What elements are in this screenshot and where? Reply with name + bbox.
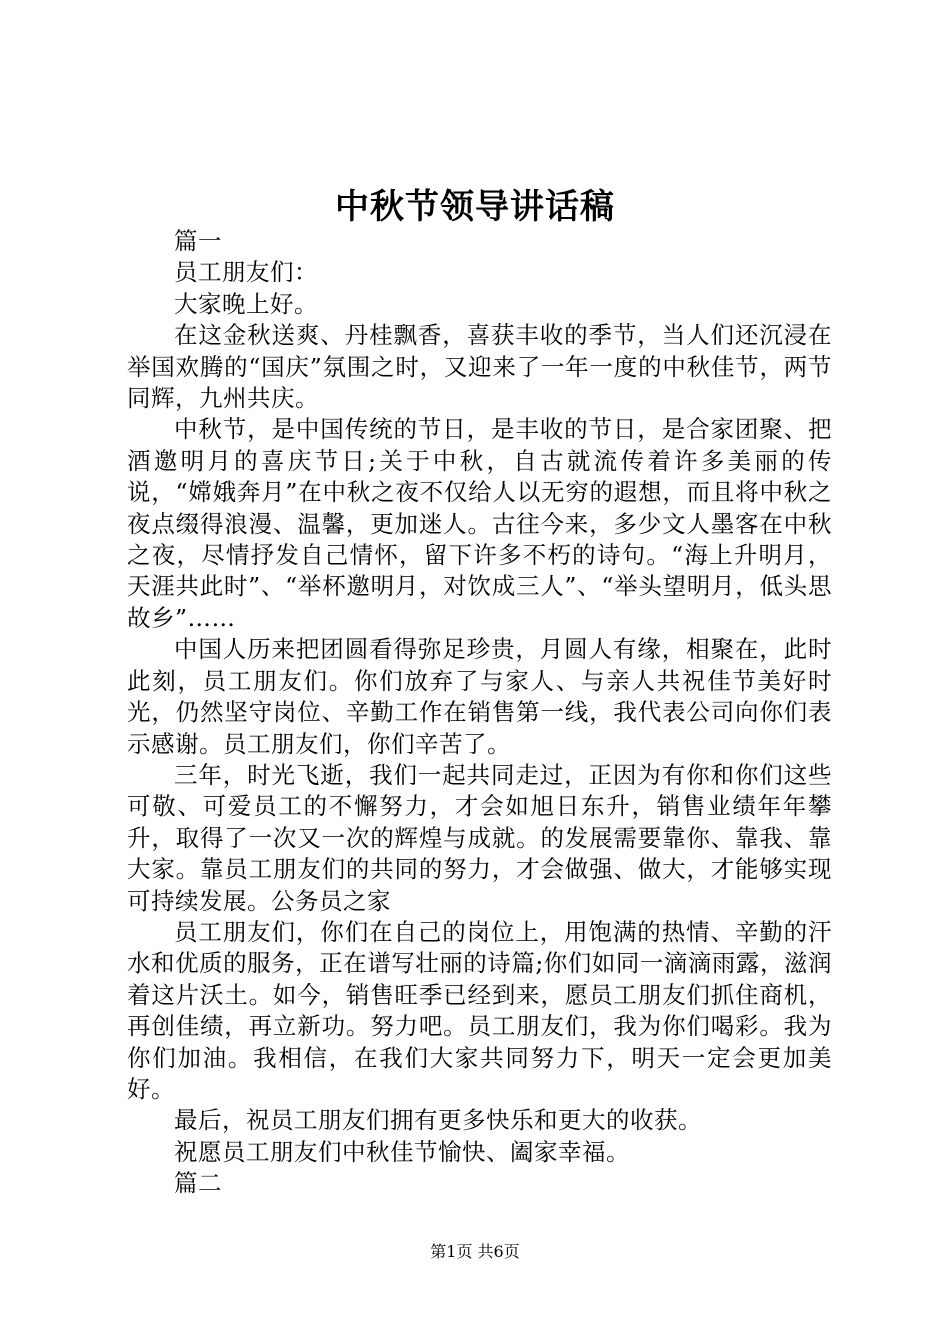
paragraph-closing-wish: 最后，祝员工朋友们拥有更多快乐和更大的收获。 [174,1106,702,1135]
paragraph-mid-autumn-tradition: 中秋节，是中国传统的节日，是丰收的节日，是合家团聚、把酒邀明月的喜庆节日;关于中秋，自古就流传着许多美丽的传说，“嫦娥奔月”在中秋之夜不仅给人以无穷的遐想，而且将中秋之夜点缀得浪漫、温馨，更加迷人。古往今来，多少文人墨客在中秋之夜，尽情抒发自己情怀，留下许多不朽的诗句。“海上升明月，天涯共此时”、“举杯邀明月，对饮成三人”、“举头望明月，低头思故乡”…… [127,415,832,632]
paragraph-three-years: 三年，时光飞逝，我们一起共同走过，正因为有你和你们这些可敬、可爱员工的不懈努力，才会如旭日东升，销售业绩年年攀升，取得了一次又一次的辉煌与成就。的发展需要靠你、靠我、靠大家。靠员工朋友们的共同的努力，才会做强、做大，才能够实现可持续发展。公务员之家 [127,760,832,915]
page-number-footer: 第1页 共6页 [430,1242,520,1261]
paragraph-section-one-heading: 篇一 [174,227,222,255]
paragraph-encouragement: 员工朋友们，你们在自己的岗位上，用饱满的热情、辛勤的汗水和优质的服务，正在谱写壮丽的诗篇;你们如同一滴滴雨露，滋润着这片沃土。如今，销售旺季已经到来，愿员工朋友们抓住商机，再创佳绩，再立新功。努力吧。员工朋友们，我为你们喝彩。我为你们加油。我相信，在我们大家共同努力下，明天一定会更加美好。 [127,917,832,1103]
paragraph-reunion-thanks: 中国人历来把团圆看得弥足珍贵，月圆人有缘，相聚在，此时此刻，员工朋友们。你们放弃了与家人、与亲人共祝佳节美好时光，仍然坚守岗位、辛勤工作在销售第一线，我代表公司向你们表示感谢。员工朋友们，你们辛苦了。 [127,635,832,758]
paragraph-autumn-festival: 在这金秋送爽、丹桂飘香，喜获丰收的季节，当人们还沉浸在举国欢腾的“国庆”氛围之时，又迎来了一年一度的中秋佳节，两节同辉，九州共庆。 [127,321,832,413]
document-body [127,226,832,1200]
paragraph-holiday-wish: 祝愿员工朋友们中秋佳节愉快、阖家幸福。 [174,1137,630,1166]
paragraph-section-two-heading: 篇二 [174,1169,222,1198]
paragraph-salutation: 员工朋友们： [174,258,318,287]
paragraph-greeting: 大家晚上好。 [174,289,318,318]
document-title: 中秋节领导讲话稿 [335,187,615,227]
